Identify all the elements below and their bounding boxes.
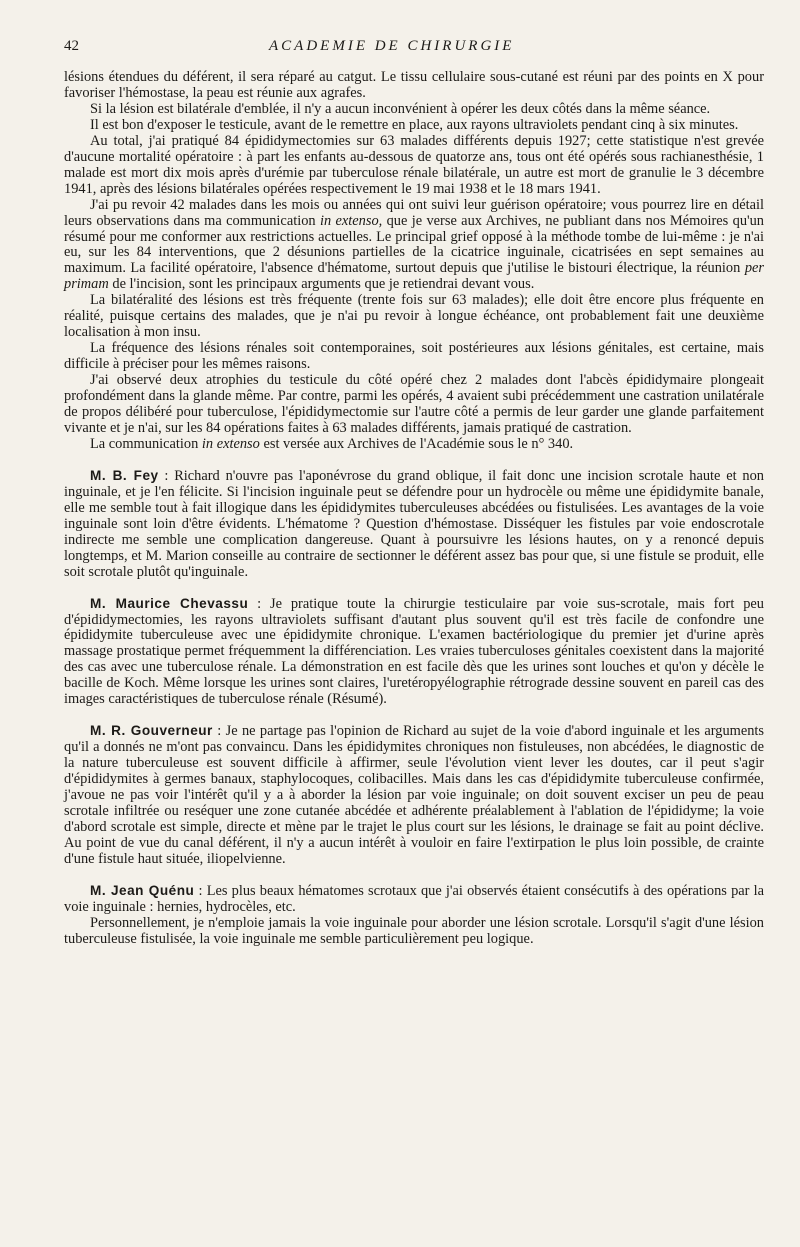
speaker-name: M. Jean Quénu <box>90 882 195 898</box>
paragraph-text: de l'incision, sont les principaux arguments que je retiendrai devant vous. <box>108 276 535 293</box>
paragraph-text: : Richard n'ouvre pas l'aponévrose du grand oblique, il fait donc une incision scrotale haute et non inguinale, et je l'en félicite. Si l'incision inguinale peut se défendre pour un hydrocèle ou même une épididymite banale, elle me semble tout à fait illogique dans les épididymites tuberculeuses abcédées ou fistulisées. Les avantages de la voie inguinale sont loin d'être évidents. L'hématome ? Question d'hémostase. Disséquer les fistules par voie endoscrotale indirecte me semble une complication dangereuse. Quant à poursuivre les lésions hautes, on y a renoncé depuis longtemps, et M. Marion conseille au contraire de sectionner le déférent assez bas pour que, si une fistule se produit, elle soit scrotale plutôt qu'inguinale. <box>64 467 764 580</box>
running-title: ACADEMIE DE CHIRURGIE <box>269 38 515 54</box>
body-paragraph <box>64 118 764 134</box>
body-paragraph <box>64 198 764 294</box>
paragraph-text: La fréquence des lésions rénales soit contemporaines, soit postérieures aux lésions génitales, est certaine, mais difficile à préciser pour les mêmes raisons. <box>64 340 764 373</box>
paragraph-text: Il est bon d'exposer le testicule, avant de le remettre en place, aux rayons ultraviolets pendant cinq à six minutes. <box>90 116 739 133</box>
italic-text: in extenso <box>201 435 260 452</box>
speaker-name: M. R. Gouverneur <box>90 723 213 739</box>
paragraph-text: Personnellement, je n'emploie jamais la voie inguinale pour aborder une lésion scrotale. Lorsqu'il s'agit d'une lésion tuberculeuse fistulisée, la voie inguinale me semble particulièrement peu logique. <box>64 914 764 947</box>
paragraph-text: La bilatéralité des lésions est très fréquente (trente fois sur 63 malades); elle doit être encore plus fréquente en réalité, puisque certains des malades, que je n'ai pu revoir à longue échéance, ont probablement fait une deuxième localisation à mon insu. <box>64 292 764 341</box>
body-paragraph <box>64 293 764 341</box>
page-header <box>64 38 764 70</box>
discussion-paragraph <box>64 883 764 916</box>
body-paragraph <box>64 437 764 453</box>
paragraph-text: : Les plus beaux hématomes scrotaux que j'ai observés étaient consécutifs à des opérations par la voie inguinale : hernies, hydrocèles, etc. <box>64 882 764 915</box>
paragraph-text: que je verse aux Archives, ne publiant dans nos Mémoires qu'un résumé pour me conformer aux restrictions actuelles. Le principal grief opposé à la méthode tombe de lui-même : je n'ai eu, sur les 84 interventions, que 2 désunions partielles de la cicatrice inguinale, cicatrisées en sept semaines au maximum. La facilité opératoire, l'absence d'hématome, surtout depuis que j'utilise le bistouri électrique, la réunion <box>64 212 764 277</box>
body-paragraph <box>64 916 764 948</box>
paragraph-text: : Je pratique toute la chirurgie testiculaire par voie sus-scrotale, mais fort peu d'épididymectomies, les rayons ultraviolets suffisant d'autant plus souvent qu'il est très facile de confondre une épididymite tuberculeuse avec une épididymite chronique. L'examen bactériologique du premier jet d'urine après massage prostatique permet fréquemment la différenciation. Les vraies tuberculoses génitales coexistent dans la majorité des cas avec une tuberculose rénale. La démonstration en est facile dès que les urines sont louches et qu'on y décèle le bacille de Koch. Même lorsque les urines sont claires, l'uretéropyélographie rétrograde dessine souvent en pareil cas des images caractéristiques de tuberculose rénale (Résumé). <box>64 595 764 708</box>
speaker-name: M. Maurice Chevassu <box>90 595 249 611</box>
speaker-name: M. B. Fey <box>90 467 159 483</box>
italic-text: in extenso, <box>319 212 383 229</box>
paragraph-text: J'ai pu revoir 42 malades dans les mois ou années qui ont suivi leur guérison opératoire; vous pourrez lire en détail leurs observations dans ma communication <box>64 196 764 229</box>
body-paragraph <box>64 102 764 118</box>
discussion-paragraph <box>64 723 764 868</box>
paragraph-text: Si la lésion est bilatérale d'emblée, il n'y a aucun inconvénient à opérer les deux côtés dans la même séance. <box>90 100 711 117</box>
body-paragraph <box>64 373 764 437</box>
paragraph-text: : Je ne partage pas l'opinion de Richard au sujet de la voie d'abord inguinale et les arguments qu'il a donnés ne m'ont pas convaincu. Dans les épididymites chroniques non fistuleuses, non abcédées, le diagnostic de la nature tuberculeuse est souvent difficile à affirmer, seule l'évolution vient lever les doutes, car il peut s'agir d'épididymites à germes banaux, staphylocoques, colibacilles. Mais dans les cas d'épididymite tuberculeuse confirmée, j'avoue ne pas voir l'intérêt qu'il y a à aborder la lésion par voie inguinale; on doit souvent exciser un peu de peau scrotale infiltrée ou reséquer une zone cutanée abcédée et adhérente préalablement à l'ablation de l'épididyme; la voie d'abord scrotale est simple, directe et mène par le trajet le plus court sur les lésions, le drainage se fait au point déclive. Au point de vue du canal déférent, il n'y a aucun intérêt à vouloir en faire l'extirpation le plus loin possible, de crainte d'une fistule haut située, iliopelvienne. <box>64 723 765 867</box>
paragraph-text: Au total, j'ai pratiqué 84 épididymectomies sur 63 malades différents depuis 1927; cette statistique n'est grevée d'aucune mortalité opératoire : à part les enfants au-dessous de quatorze ans, tous ont été opérés sous rachianesthésie, 1 malade est mort dix mois après d'urémie par tuberculose rénale bilatérale, un autre est mort de granulie le 3 décembre 1941, après des lésions bilatérales opérées respectivement le 19 mai 1938 et le 18 mars 1941. <box>64 132 764 197</box>
paragraph-text: J'ai observé deux atrophies du testicule du côté opéré chez 2 malades dont l'abcès épididymaire plongeait profondément dans la glande même. Par contre, parmi les opérés, 4 avaient subi précédemment une castration unilatérale de propos délibéré pour tuberculose, l'épididymectomie sur l'autre côté a permis de leur garder une glande parfaitement vivante et je n'ai, sur les 84 opérations faites à 63 malades différents, jamais pratiqué de castration. <box>64 372 764 436</box>
discussion-paragraph <box>64 468 764 581</box>
body-paragraph <box>64 70 764 102</box>
discussion-paragraph <box>64 596 764 709</box>
italic-text: per primam <box>64 260 764 293</box>
page-number: 42 <box>64 38 79 54</box>
body-paragraph <box>64 134 764 198</box>
paragraph-text: lésions étendues du déférent, il sera réparé au catgut. Le tissu cellulaire sous-cutané est réuni par des points en X pour favoriser l'hémostase, la peau est réunie aux agrafes. <box>64 69 764 101</box>
paragraph-text: est versée aux Archives de l'Académie sous le n° 340. <box>259 435 574 452</box>
paragraph-text: La communication <box>90 435 202 452</box>
article-body <box>64 70 764 948</box>
body-paragraph <box>64 341 764 373</box>
